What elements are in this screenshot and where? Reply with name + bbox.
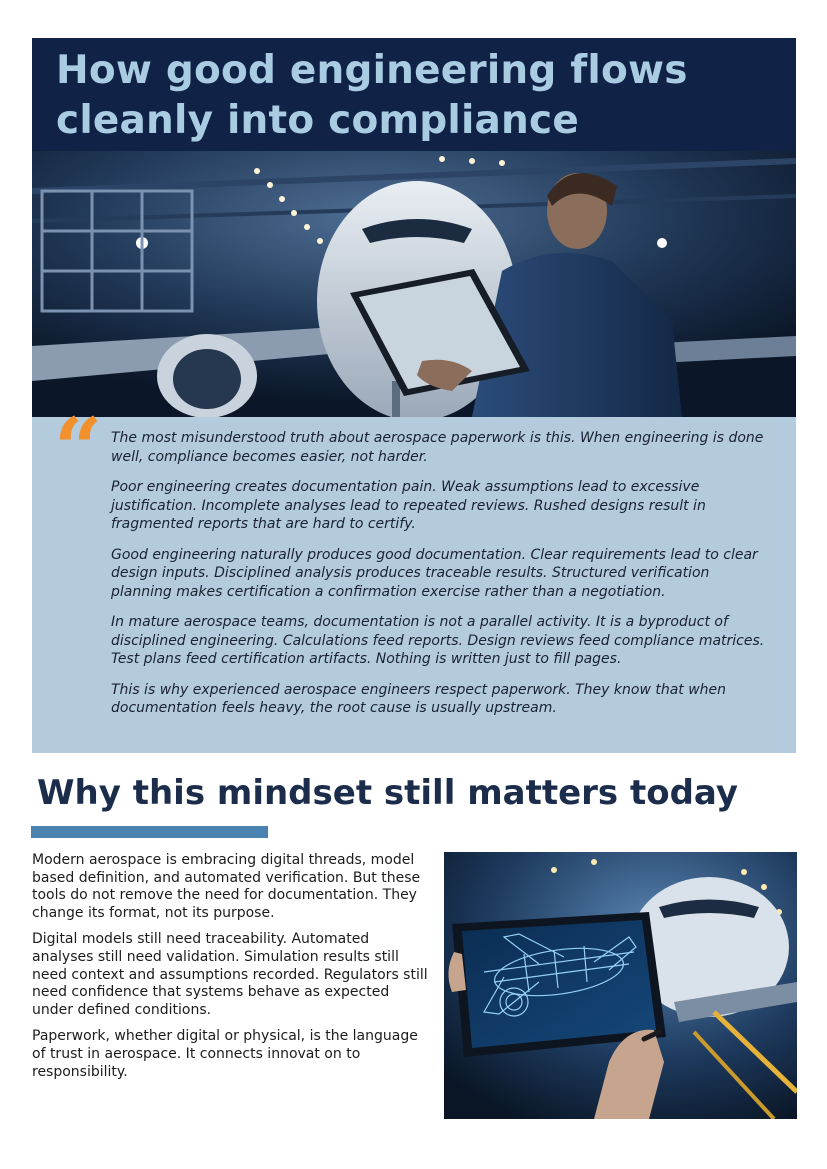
section-body [32,852,434,1090]
body-paragraph: Paperwork, whether digital or physical, is the language of trust in aerospace. It connects innovat on to responsibility. [32,1028,418,1080]
page-title-line-1: How good engineering flows [56,48,688,93]
section-title: Why this mindset still matters today [37,773,738,813]
quote-panel [32,399,796,753]
page-title-line-2: cleanly into compliance [56,98,579,143]
page-title [56,46,688,146]
body-paragraph: Digital models still need traceability. Automated analyses still need validation. Simulation results still need context and assumptions recorded. Regulators still need confidence that systems behave as expected under defined conditions. [32,931,428,1018]
quote-paragraph: Good engineering naturally produces good documentation. Clear requirements lead to clear design inputs. Disciplined analysis produces traceable results. Structured verification planning makes certification a confirmation exercise rather than a negotiation. [111,546,758,600]
quote-paragraph: The most misunderstood truth about aerospace paperwork is this. When engineering is done well, compliance becomes easier, not harder. [111,430,764,465]
header-banner [32,38,796,151]
quote-paragraph: Poor engineering creates documentation pain. Weak assumptions lead to excessive justification. Incomplete analyses lead to repeated reviews. Rushed designs result in fragmented reports that are hard to certify. [111,479,706,532]
hero-image [32,151,796,417]
section-accent-bar [31,826,268,838]
side-image [444,852,797,1119]
tablet-wireframe-illustration [444,852,797,1119]
quote-paragraph: This is why experienced aerospace engineers respect paperwork. They know that when documentation feels heavy, the root cause is usually upstream. [111,681,727,716]
body-paragraph: Modern aerospace is embracing digital threads, model based definition, and automated verification. But these tools do not remove the need for documentation. They change its format, not its purpose. [32,852,421,921]
quote-paragraph: In mature aerospace teams, documentation is not a parallel activity. It is a byproduct of disciplined engineering. Calculations feed reports. Design reviews feed compliance matrices. Test plans feed certification artifacts. Nothing is written just to fill pages. [111,614,765,667]
quote-body [111,429,771,730]
quote-mark-icon: “ [54,399,103,498]
engineer-hangar-illustration [32,151,796,417]
